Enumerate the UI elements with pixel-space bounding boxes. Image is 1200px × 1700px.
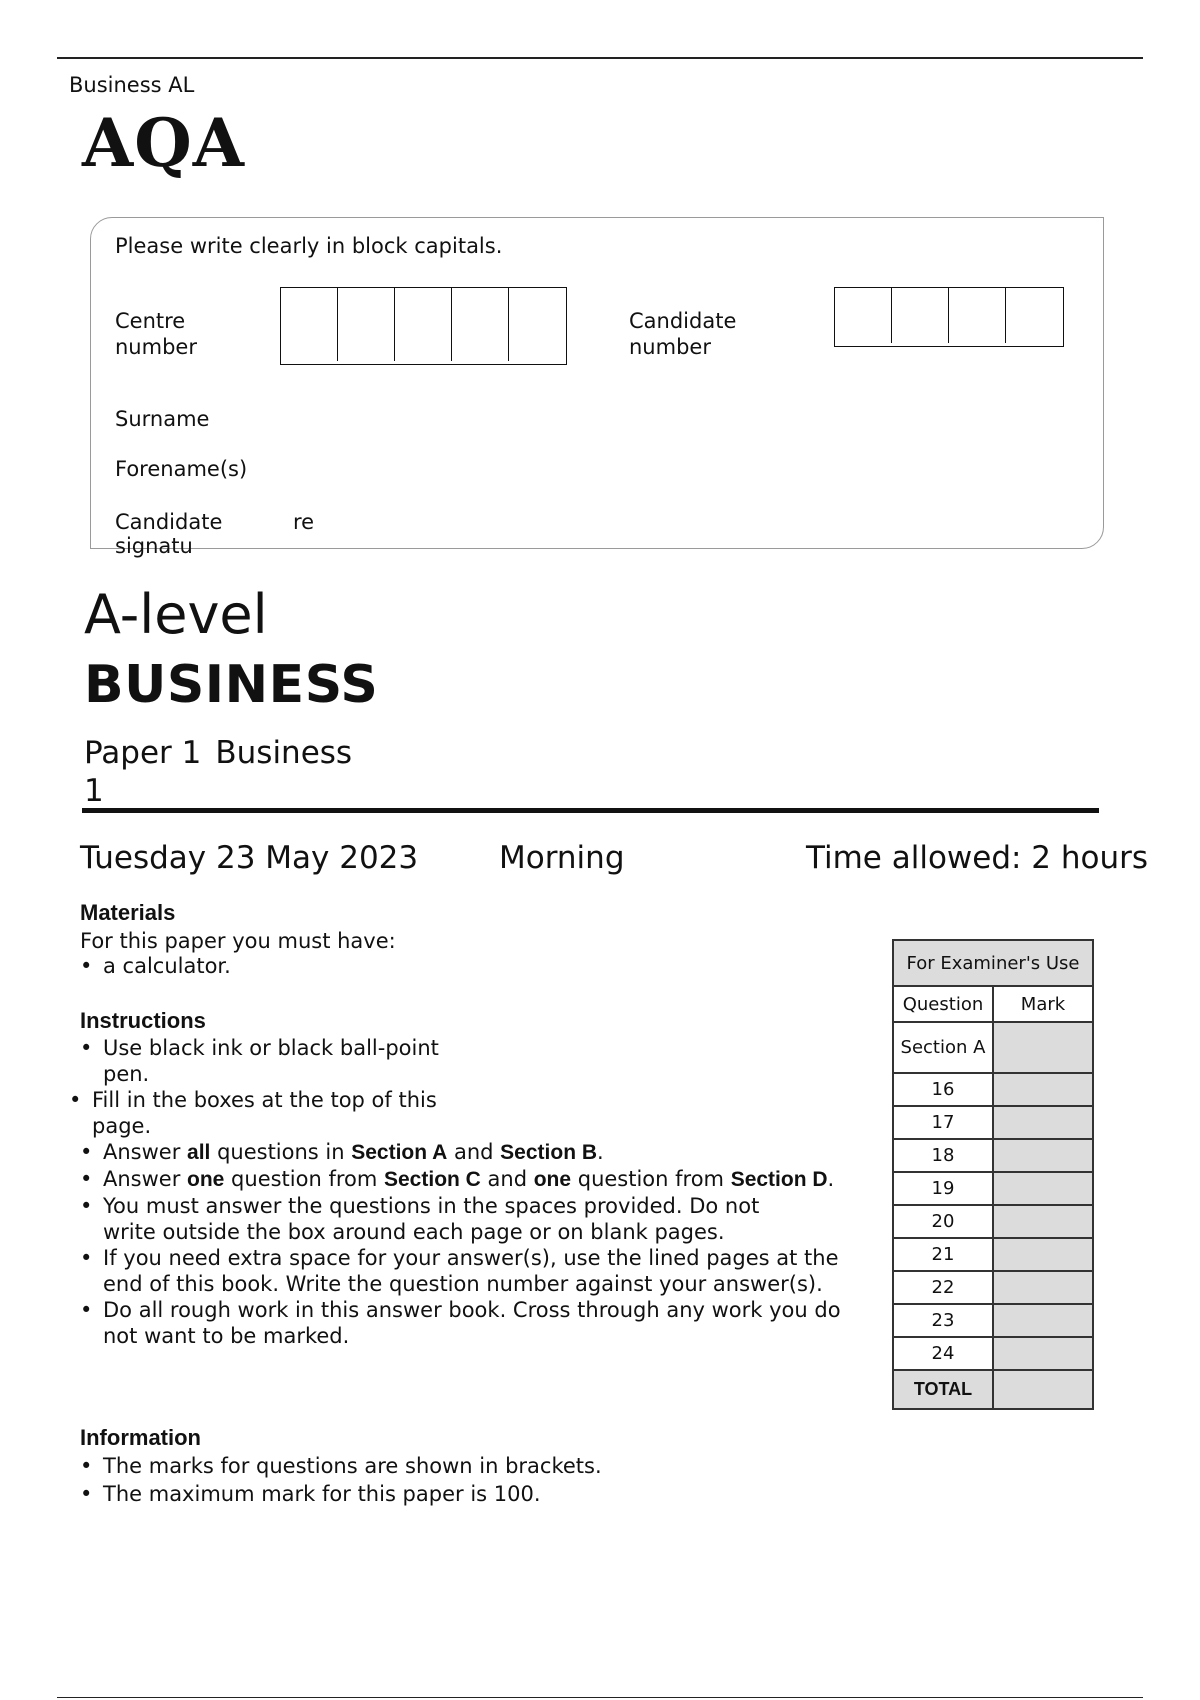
candidate-details-box xyxy=(90,217,1104,549)
signature-label-fragment: re xyxy=(293,510,315,534)
centre-digit-box[interactable] xyxy=(338,288,395,361)
materials-list xyxy=(80,953,480,979)
list-item: • Do all rough work in this answer book. Cross through any work you do not want to be marked. xyxy=(80,1297,843,1349)
instructions-list-a xyxy=(80,1035,463,1087)
forenames-label: Forename(s) xyxy=(115,457,248,481)
question-cell: 22 xyxy=(893,1271,993,1304)
list-item: • Answer all questions in Section A and Section B. xyxy=(80,1139,880,1166)
total-label: TOTAL xyxy=(893,1370,993,1409)
instructions-list-c xyxy=(80,1139,880,1349)
list-item: • Answer one question from Section C and one question from Section D. xyxy=(80,1166,880,1193)
examiners-use-table xyxy=(892,939,1094,1410)
question-cell: 19 xyxy=(893,1172,993,1205)
mark-cell[interactable] xyxy=(993,1304,1093,1337)
candidate-digit-box[interactable] xyxy=(835,288,892,343)
surname-label: Surname xyxy=(115,407,210,431)
bottom-rule xyxy=(57,1697,1143,1698)
list-item: • Fill in the boxes at the top of this page. xyxy=(69,1087,492,1139)
signature-label: Candidate xyxy=(115,510,223,534)
instructions-list-b xyxy=(69,1087,492,1139)
question-column-header: Question xyxy=(893,986,993,1022)
mark-cell[interactable] xyxy=(993,1337,1093,1370)
candidate-number-label: Candidate number xyxy=(629,309,737,359)
list-item: • If you need extra space for your answer(s), use the lined pages at the end of this book. Write the question number against your answer(s). xyxy=(80,1245,843,1297)
candidate-digit-box[interactable] xyxy=(949,288,1006,343)
question-cell: Section A xyxy=(893,1022,993,1073)
mark-cell[interactable] xyxy=(993,1022,1093,1073)
centre-digit-box[interactable] xyxy=(509,288,566,361)
candidate-digit-box[interactable] xyxy=(1006,288,1063,343)
list-item: • Use black ink or black ball-point pen. xyxy=(80,1035,463,1087)
signature-label-continuation: signatu xyxy=(115,534,193,558)
block-capitals-instruction: Please write clearly in block capitals. xyxy=(115,234,503,258)
subject-tag: Business AL xyxy=(69,73,195,97)
centre-digit-box[interactable] xyxy=(395,288,452,361)
question-cell: 18 xyxy=(893,1139,993,1172)
exam-date: Tuesday 23 May 2023 xyxy=(80,840,419,876)
mark-cell[interactable] xyxy=(993,1139,1093,1172)
mark-column-header: Mark xyxy=(993,986,1093,1022)
candidate-number-boxes xyxy=(834,287,1064,347)
aqa-logo: AQA xyxy=(82,104,245,182)
top-rule xyxy=(57,57,1143,59)
paper-title: Paper 1 Business 1 xyxy=(84,735,353,809)
list-item: • The marks for questions are shown in brackets. xyxy=(80,1453,780,1479)
candidate-digit-box[interactable] xyxy=(892,288,949,343)
mark-cell[interactable] xyxy=(993,1172,1093,1205)
centre-number-label: Centre number xyxy=(115,309,197,359)
mark-cell[interactable] xyxy=(993,1271,1093,1304)
information-list xyxy=(80,1453,780,1507)
list-item: • a calculator. xyxy=(80,953,480,979)
instructions-heading: Instructions xyxy=(80,1008,206,1033)
centre-digit-box[interactable] xyxy=(452,288,509,361)
centre-digit-box[interactable] xyxy=(281,288,338,361)
time-allowed: Time allowed: 2 hours xyxy=(806,840,1149,876)
examiners-use-title: For Examiner's Use xyxy=(893,940,1093,986)
title-rule xyxy=(82,808,1099,813)
mark-cell[interactable] xyxy=(993,1205,1093,1238)
question-cell: 16 xyxy=(893,1073,993,1106)
mark-cell[interactable] xyxy=(993,1073,1093,1106)
question-cell: 24 xyxy=(893,1337,993,1370)
question-cell: 17 xyxy=(893,1106,993,1139)
list-item: • You must answer the questions in the spaces provided. Do not write outside the box around each page or on blank pages. xyxy=(80,1193,763,1245)
total-mark-cell[interactable] xyxy=(993,1370,1093,1409)
qualification-level: A-level xyxy=(84,583,268,646)
materials-heading: Materials xyxy=(80,900,176,925)
mark-cell[interactable] xyxy=(993,1106,1093,1139)
materials-intro: For this paper you must have: xyxy=(80,929,396,953)
information-heading: Information xyxy=(80,1425,201,1450)
question-cell: 23 xyxy=(893,1304,993,1337)
question-cell: 21 xyxy=(893,1238,993,1271)
centre-number-boxes xyxy=(280,287,567,365)
question-cell: 20 xyxy=(893,1205,993,1238)
mark-cell[interactable] xyxy=(993,1238,1093,1271)
subject-title: BUSINESS xyxy=(84,655,379,715)
list-item: • The maximum mark for this paper is 100. xyxy=(80,1481,780,1507)
exam-session: Morning xyxy=(499,840,625,876)
